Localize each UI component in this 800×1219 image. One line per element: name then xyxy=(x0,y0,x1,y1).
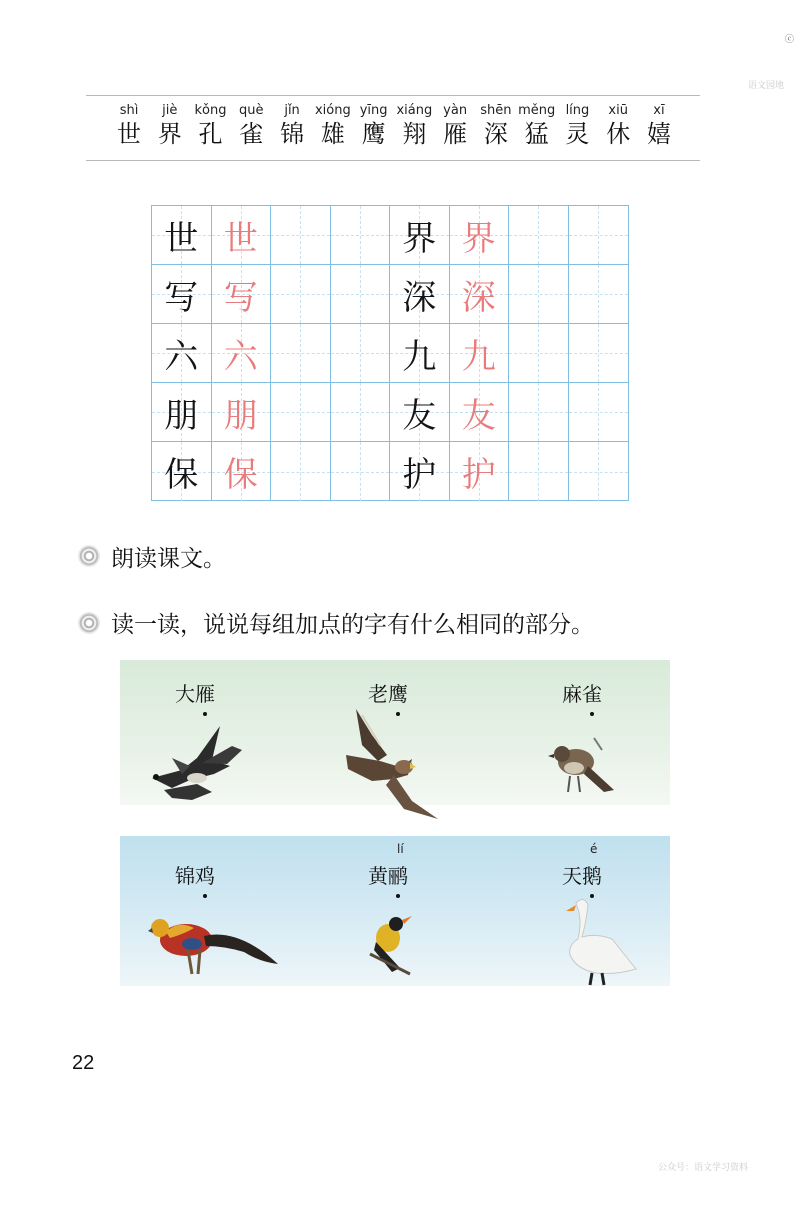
pinyin-annotation-e: é xyxy=(590,842,598,856)
grid-cell xyxy=(271,265,331,324)
dotted-char: 雁 xyxy=(195,678,215,707)
grid-cell xyxy=(569,442,629,501)
vocab-top-rule xyxy=(86,95,700,96)
bird-word-laoying xyxy=(368,678,408,707)
vocab-item xyxy=(314,103,352,155)
grid-cell xyxy=(212,265,272,324)
vocab-item xyxy=(110,103,148,155)
pinyin: kǒng xyxy=(194,103,227,118)
grid-cell xyxy=(152,442,212,501)
grid-cell xyxy=(390,265,450,324)
vocab-item xyxy=(151,103,189,155)
grid-cell xyxy=(271,442,331,501)
vocab-item xyxy=(395,103,433,155)
grid-cell xyxy=(390,324,450,383)
pinyin: xī xyxy=(653,103,665,118)
pinyin: jiè xyxy=(162,103,178,118)
bird-word-maque xyxy=(562,678,602,707)
model-character: 保 xyxy=(164,455,199,495)
trace-character: 朋 xyxy=(223,395,258,436)
grid-cell xyxy=(331,265,391,324)
trace-character: 深 xyxy=(461,277,496,318)
dotted-char: 鹰 xyxy=(388,678,408,707)
bullet-icon xyxy=(78,612,100,634)
model-character: 界 xyxy=(402,218,437,259)
model-character: 护 xyxy=(402,455,437,495)
hanzi: 雀 xyxy=(239,120,264,148)
grid-row xyxy=(152,442,628,501)
model-character: 写 xyxy=(164,277,199,318)
grid-row xyxy=(152,383,628,442)
hanzi: 雄 xyxy=(320,120,345,148)
dotted-char: 鸡 xyxy=(195,860,215,889)
sparrow-illustration xyxy=(548,732,618,800)
grid-cell xyxy=(152,324,212,383)
hanzi: 翔 xyxy=(402,120,427,148)
oriole-illustration xyxy=(366,912,414,978)
grid-cell xyxy=(450,206,510,265)
bottom-watermark: 公众号：语文学习资料 xyxy=(658,1163,749,1173)
hanzi: 灵 xyxy=(565,120,590,148)
word-char: 麻 xyxy=(562,682,582,706)
grid-cell xyxy=(450,324,510,383)
grid-cell xyxy=(569,383,629,442)
hanzi: 孔 xyxy=(198,120,223,148)
vocab-strip xyxy=(110,103,678,155)
pinyin-annotation-li: lí xyxy=(397,842,404,856)
grid-cell xyxy=(212,442,272,501)
trace-character: 界 xyxy=(461,218,496,259)
hanzi: 界 xyxy=(157,120,182,148)
grid-cell xyxy=(152,206,212,265)
grid-cell xyxy=(271,206,331,265)
trace-character: 护 xyxy=(461,455,496,495)
writing-practice-grid xyxy=(151,205,629,501)
model-character: 九 xyxy=(402,336,437,377)
grid-cell xyxy=(212,324,272,383)
dotted-char: 鹂 xyxy=(388,860,408,889)
trace-character: 友 xyxy=(461,395,496,436)
vocab-item xyxy=(436,103,474,155)
page-number: 22 xyxy=(72,1052,95,1074)
pinyin: xióng xyxy=(314,103,351,118)
bullet-icon xyxy=(78,545,100,567)
swan-illustration xyxy=(556,893,642,989)
trace-character: 六 xyxy=(223,336,258,377)
grid-row xyxy=(152,324,628,383)
vocab-item xyxy=(355,103,393,155)
bird-word-huangli xyxy=(368,860,408,889)
instruction-read-aloud: 朗读课文。 xyxy=(111,546,226,572)
pinyin: yàn xyxy=(443,103,468,118)
pinyin: shì xyxy=(119,103,139,118)
hanzi: 鹰 xyxy=(361,120,386,148)
grid-cell xyxy=(212,383,272,442)
hanzi: 世 xyxy=(117,120,141,148)
model-character: 深 xyxy=(402,277,437,318)
golden-pheasant-illustration xyxy=(148,906,282,982)
hanzi: 深 xyxy=(483,120,508,148)
vocab-item xyxy=(477,103,515,155)
word-char: 天 xyxy=(562,864,582,888)
pinyin: jǐn xyxy=(284,103,300,118)
grid-cell xyxy=(390,383,450,442)
pinyin: xiū xyxy=(608,103,628,118)
grid-cell xyxy=(331,442,391,501)
grid-cell xyxy=(509,265,569,324)
word-char: 锦 xyxy=(175,864,195,888)
pinyin: měng xyxy=(518,103,556,118)
vocab-item xyxy=(518,103,556,155)
grid-cell xyxy=(152,383,212,442)
trace-character: 世 xyxy=(223,218,258,259)
pinyin: què xyxy=(239,103,264,118)
word-char: 大 xyxy=(175,682,195,706)
trace-character: 保 xyxy=(223,455,258,495)
header-mark: ⓒ xyxy=(785,35,795,45)
hanzi: 猛 xyxy=(524,120,549,148)
grid-cell xyxy=(450,265,510,324)
word-char: 老 xyxy=(368,682,388,706)
grid-cell xyxy=(390,206,450,265)
dotted-char: 鹅 xyxy=(582,860,602,889)
instruction-compare: 读一读，说说每组加点的字有什么相同的部分。 xyxy=(111,612,594,638)
grid-cell xyxy=(331,383,391,442)
hanzi: 嬉 xyxy=(646,120,671,148)
grid-cell xyxy=(569,265,629,324)
grid-cell xyxy=(450,442,510,501)
grid-row xyxy=(152,206,628,265)
grid-cell xyxy=(331,206,391,265)
grid-cell xyxy=(390,442,450,501)
grid-cell xyxy=(509,383,569,442)
hanzi: 休 xyxy=(606,120,631,148)
grid-row xyxy=(152,265,628,324)
grid-cell xyxy=(212,206,272,265)
grid-cell xyxy=(450,383,510,442)
grid-cell xyxy=(271,324,331,383)
pinyin: líng xyxy=(565,103,590,118)
trace-character: 写 xyxy=(223,277,258,318)
vocab-item xyxy=(192,103,230,155)
vocab-item xyxy=(599,103,637,155)
model-character: 友 xyxy=(402,395,437,436)
hanzi: 雁 xyxy=(443,120,468,148)
bird-word-jinji xyxy=(175,860,215,889)
grid-cell xyxy=(569,206,629,265)
model-character: 世 xyxy=(164,218,199,259)
bird-word-tiane xyxy=(562,860,602,889)
word-char: 黄 xyxy=(368,864,388,888)
grid-cell xyxy=(509,206,569,265)
pinyin: yīng xyxy=(359,103,388,118)
vocab-item xyxy=(640,103,678,155)
wild-geese-illustration xyxy=(142,718,247,804)
grid-cell xyxy=(271,383,331,442)
top-right-watermark: 语文园地 xyxy=(748,81,785,91)
trace-character: 九 xyxy=(461,336,496,377)
bird-word-dayan xyxy=(175,678,215,707)
pinyin: xiáng xyxy=(396,103,433,118)
pinyin: shēn xyxy=(480,103,512,118)
vocab-item xyxy=(232,103,270,155)
grid-cell xyxy=(331,324,391,383)
grid-cell xyxy=(509,442,569,501)
grid-cell xyxy=(152,265,212,324)
hanzi: 锦 xyxy=(280,120,305,148)
model-character: 六 xyxy=(164,336,199,377)
grid-cell xyxy=(569,324,629,383)
grid-cell xyxy=(509,324,569,383)
vocab-item xyxy=(558,103,596,155)
model-character: 朋 xyxy=(164,395,199,436)
dotted-char: 雀 xyxy=(582,678,602,707)
eagle-illustration xyxy=(342,705,442,823)
vocab-item xyxy=(273,103,311,155)
vocab-bottom-rule xyxy=(86,160,700,161)
